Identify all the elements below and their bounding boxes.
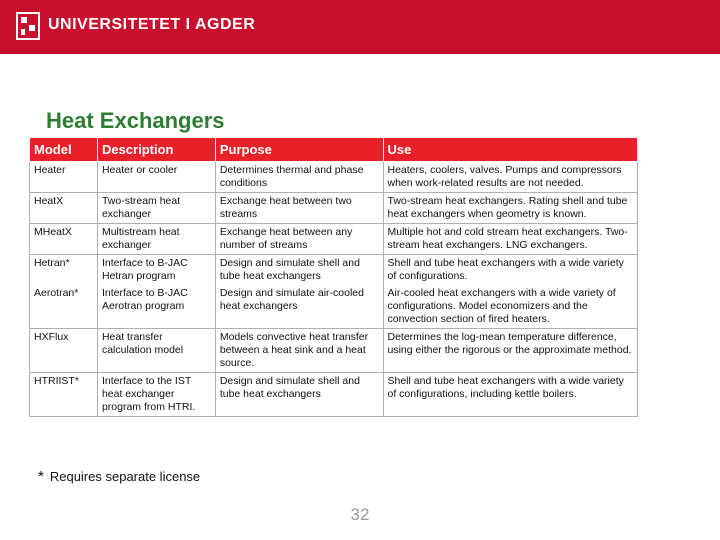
- page-number: 32: [350, 505, 370, 524]
- cell-purpose: Exchange heat between any number of streams: [215, 224, 383, 255]
- column-header-purpose: Purpose: [215, 138, 383, 162]
- slide-title: Heat Exchangers: [46, 108, 225, 133]
- cell-use: Shell and tube heat exchangers with a wide variety of configurations.: [383, 255, 638, 286]
- table-row: [30, 255, 638, 286]
- cell-model: Heater: [30, 162, 98, 193]
- cell-purpose: Models convective heat transfer between a heat sink and a heat source.: [215, 329, 383, 373]
- cell-purpose: Exchange heat between two streams: [215, 193, 383, 224]
- table-row: [30, 193, 638, 224]
- cell-model: HeatX: [30, 193, 98, 224]
- cell-purpose: Design and simulate shell and tube heat exchangers: [215, 255, 383, 286]
- cell-purpose: Determines thermal and phase conditions: [215, 162, 383, 193]
- cell-use: Determines the log-mean temperature difference, using either the rigorous or the approximate method.: [383, 329, 638, 373]
- header-bar: [0, 0, 720, 54]
- cell-description: Interface to B-JAC Hetran program: [97, 255, 215, 286]
- cell-model: MHeatX: [30, 224, 98, 255]
- table-row: [30, 285, 638, 329]
- cell-model: Aerotran*: [30, 285, 98, 329]
- cell-description: Multistream heat exchanger: [97, 224, 215, 255]
- table-row: [30, 162, 638, 193]
- column-header-model: Model: [30, 138, 98, 162]
- cell-model: HXFlux: [30, 329, 98, 373]
- cell-model: Hetran*: [30, 255, 98, 286]
- heat-exchanger-table: [29, 137, 638, 417]
- university-logo-icon: [16, 12, 40, 40]
- cell-description: Interface to the IST heat exchanger program from HTRI.: [97, 373, 215, 417]
- cell-purpose: Design and simulate shell and tube heat exchangers: [215, 373, 383, 417]
- footnote-marker: *: [38, 468, 44, 485]
- cell-use: Shell and tube heat exchangers with a wide variety of configurations, including kettle boilers.: [383, 373, 638, 417]
- cell-description: Heat transfer calculation model: [97, 329, 215, 373]
- cell-model: HTRIIST*: [30, 373, 98, 417]
- cell-description: Heater or cooler: [97, 162, 215, 193]
- table-row: [30, 373, 638, 417]
- cell-use: Air-cooled heat exchangers with a wide variety of configurations. Model economizers and the convection section of fired heaters.: [383, 285, 638, 329]
- cell-use: Two-stream heat exchangers. Rating shell and tube heat exchangers when geometry is known.: [383, 193, 638, 224]
- license-footnote: [38, 468, 200, 485]
- cell-description: Interface to B-JAC Aerotran program: [97, 285, 215, 329]
- table-row: [30, 329, 638, 373]
- footnote-text: Requires separate license: [49, 469, 201, 484]
- cell-use: Heaters, coolers, valves. Pumps and compressors when work-related results are not needed.: [383, 162, 638, 193]
- university-name: UNIVERSITETET I AGDER: [48, 16, 256, 33]
- cell-description: Two-stream heat exchanger: [97, 193, 215, 224]
- column-header-use: Use: [383, 138, 638, 162]
- table-header-row: [30, 138, 638, 162]
- cell-purpose: Design and simulate air-cooled heat exchangers: [215, 285, 383, 329]
- cell-use: Multiple hot and cold stream heat exchangers. Two-stream heat exchangers. LNG exchangers.: [383, 224, 638, 255]
- table-row: [30, 224, 638, 255]
- column-header-description: Description: [97, 138, 215, 162]
